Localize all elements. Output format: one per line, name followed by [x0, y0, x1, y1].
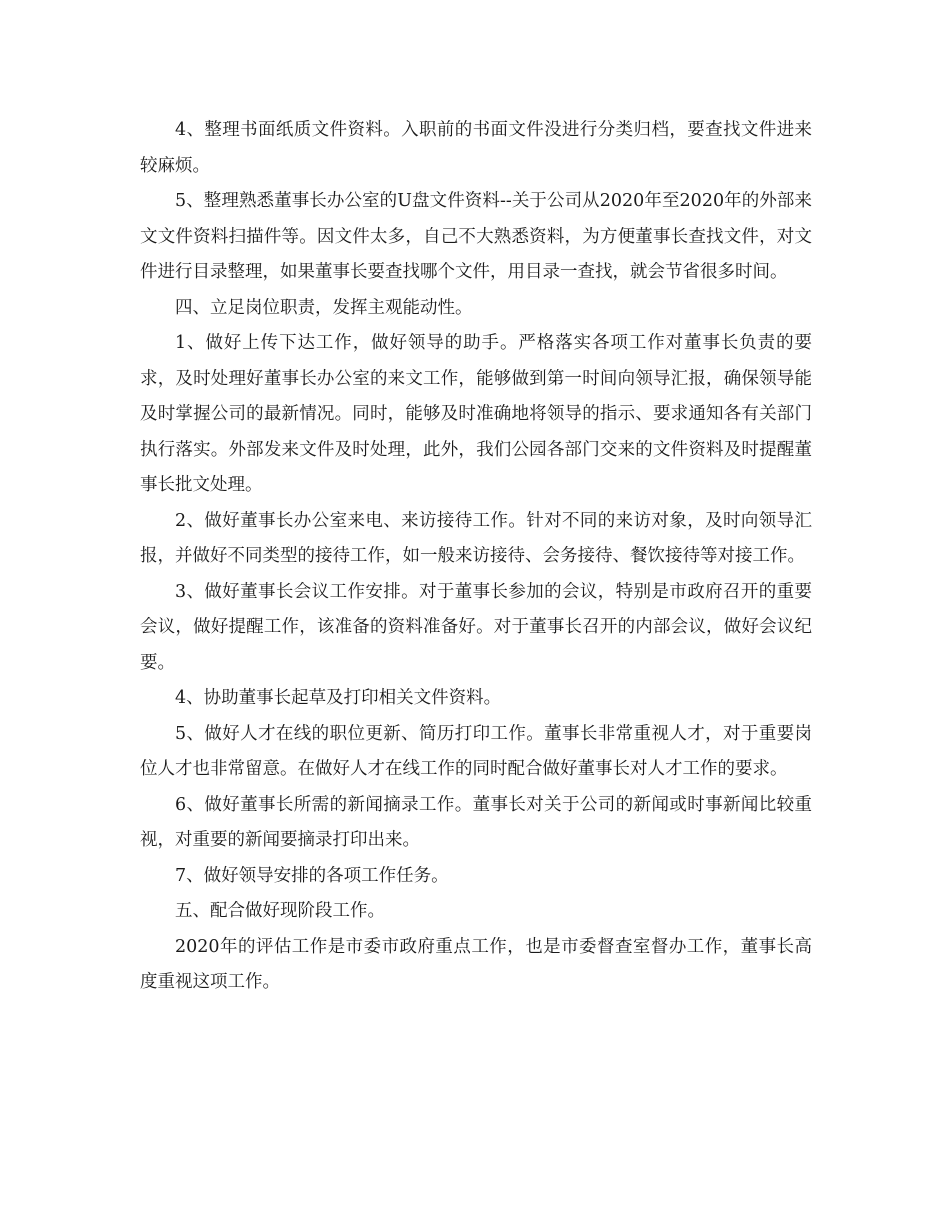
paragraph-evaluation-work: 2020年的评估工作是市委市政府重点工作，也是市委督查室督办工作，董事长高度重视这项工作。 — [140, 936, 812, 992]
paragraph-talent-updates: 5、做好人才在线的职位更新、简历打印工作。董事长非常重视人才，对于重要岗位人才也非常留意。在做好人才在线工作的同时配合做好董事长对人才工作的要求。 — [140, 723, 812, 779]
paragraph-assigned-tasks: 7、做好领导安排的各项工作任务。 — [175, 865, 449, 886]
paragraph-organize-usb-files: 5、整理熟悉董事长办公室的U盘文件资料--关于公司从2020年至2020年的外部来文文件资料扫描件等。因文件太多，自己不大熟悉资料，为方便董事长查找文件，对文件进行目录整理，如果董事长要查找哪个文件，用目录一查找，就会节省很多时间。 — [140, 191, 812, 282]
section-heading-job-duties: 四、立足岗位职责，发挥主观能动性。 — [175, 297, 473, 318]
paragraph-news-excerpts: 6、做好董事长所需的新闻摘录工作。董事长对关于公司的新闻或时事新闻比较重视，对重要的新闻要摘录打印出来。 — [140, 794, 812, 850]
section-heading-current-work: 五、配合做好现阶段工作。 — [175, 901, 385, 921]
paragraph-drafting-documents: 4、协助董事长起草及打印相关文件资料。 — [175, 688, 502, 708]
paragraph-meeting-arrangements: 3、做好董事长会议工作安排。对于董事长参加的会议，特别是市政府召开的重要会议，做好提醒工作，该准备的资料准备好。对于董事长召开的内部会议，做好会议纪要。 — [140, 581, 812, 673]
paragraph-reception-work: 2、做好董事长办公室来电、来访接待工作。针对不同的来访对象，及时向领导汇报，并做好不同类型的接待工作，如一般来访接待、会务接待、餐饮接待等对接工作。 — [140, 510, 812, 566]
paragraph-organize-paper-files: 4、整理书面纸质文件资料。入职前的书面文件没进行分类归档，要查找文件进来较麻烦。 — [140, 120, 812, 176]
document-body — [140, 113, 812, 1001]
paragraph-communication-work: 1、做好上传下达工作，做好领导的助手。严格落实各项工作对董事长负责的要求，及时处理好董事长办公室的来文工作，能够做到第一时间向领导汇报，确保领导能及时掌握公司的最新情况。同时，能够及时准确地将领导的指示、要求通知各有关部门执行落实。外部发来文件及时处理，此外，我们公园各部门交来的文件资料及时提醒董事长批文处理。 — [140, 333, 812, 495]
